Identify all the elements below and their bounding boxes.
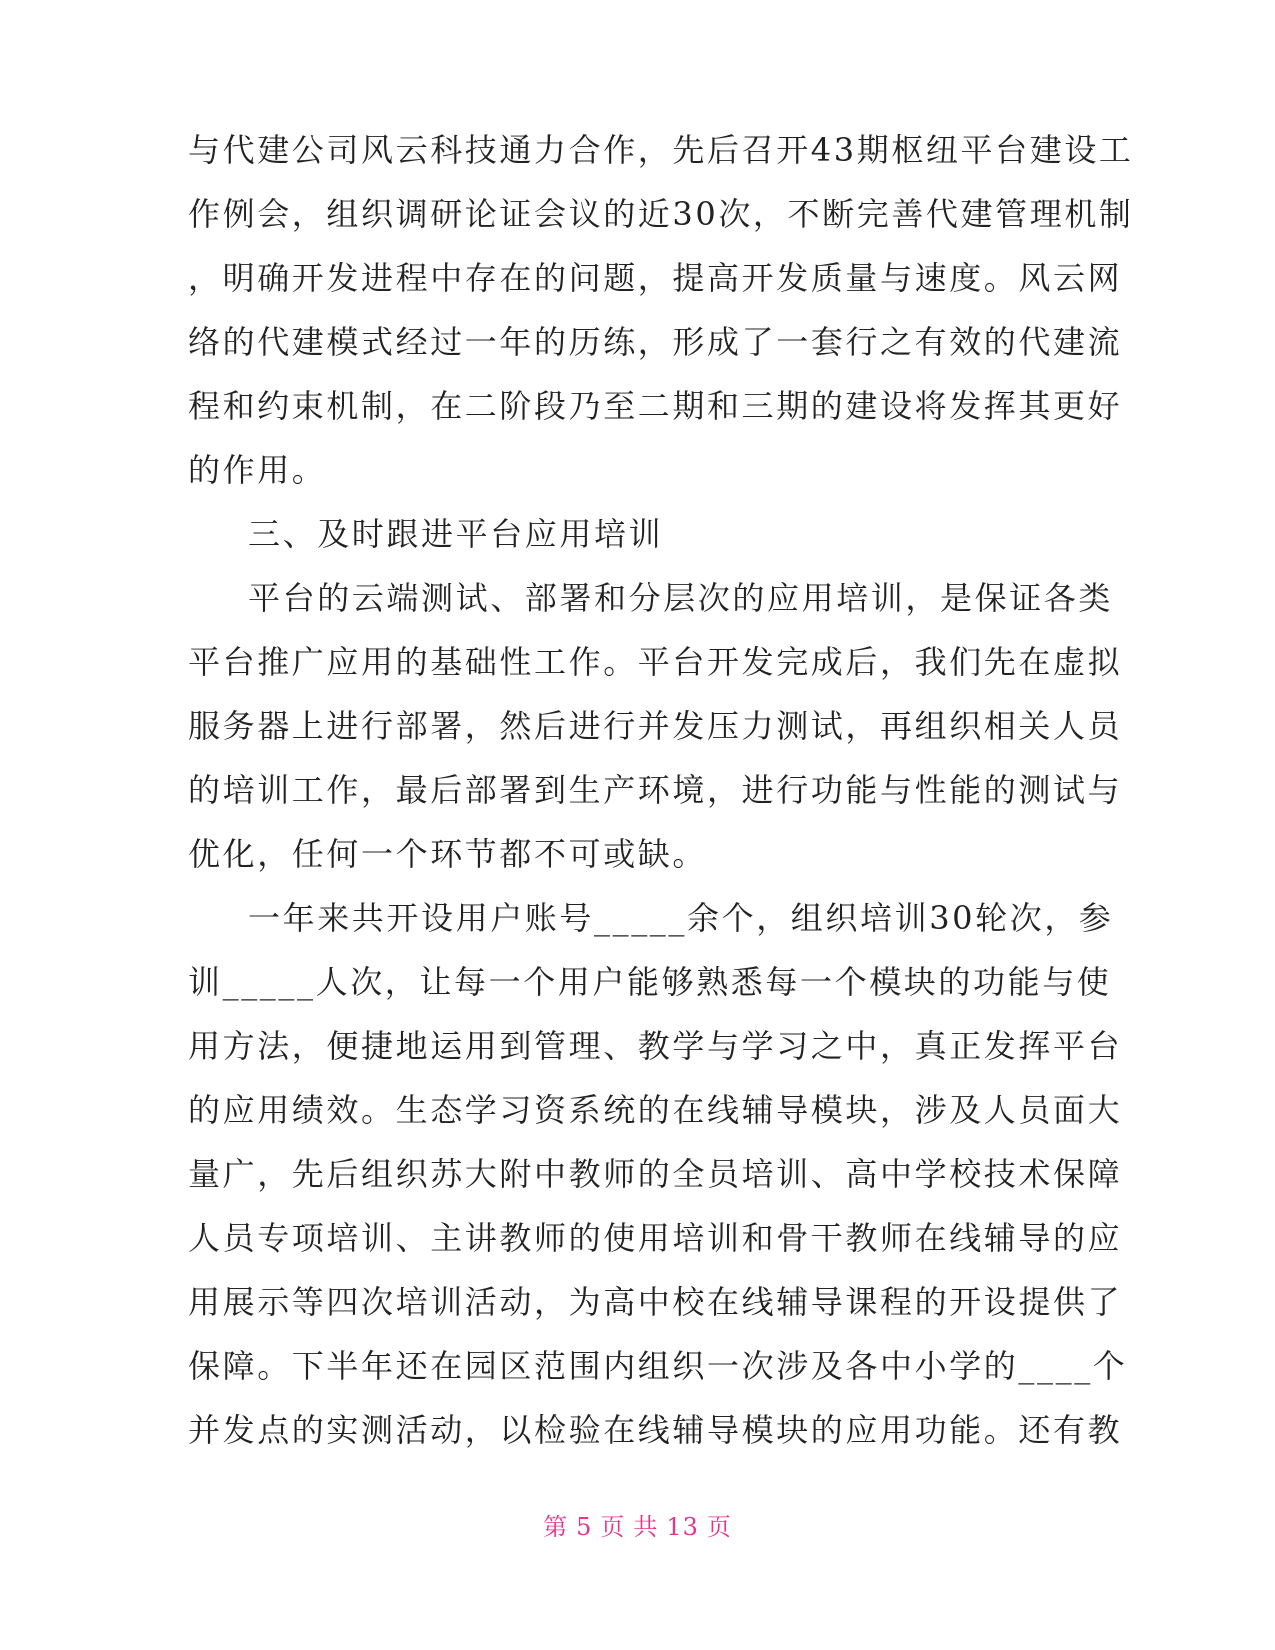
text-line: 一年来共开设用户账号_____余个，组织培训30轮次，参: [248, 899, 1114, 937]
footer-prefix: 第: [543, 1513, 569, 1541]
text-line: 的应用绩效。生态学习资系统的在线辅导模块，涉及人员面大: [188, 1091, 1123, 1129]
text-line: 程和约束机制，在二阶段乃至二期和三期的建设将发挥其更好: [188, 387, 1123, 425]
text-line: 络的代建模式经过一年的历练，形成了一套行之有效的代建流: [188, 323, 1123, 361]
text-line: 用展示等四次培训活动，为高中校在线辅导课程的开设提供了: [188, 1283, 1123, 1321]
text-line: ，明确开发进程中存在的问题，提高开发质量与速度。风云网: [188, 259, 1123, 297]
text-line: 的培训工作，最后部署到生产环境，进行功能与性能的测试与: [188, 771, 1123, 809]
footer-total-label: 页: [706, 1513, 732, 1541]
footer-total-pages: 13: [666, 1513, 699, 1541]
text-line: 量广，先后组织苏大附中教师的全员培训、高中学校技术保障: [188, 1155, 1123, 1193]
page-footer: [0, 1512, 1275, 1542]
text-line: 训_____人次，让每一个用户能够熟悉每一个模块的功能与使: [188, 963, 1112, 1001]
text-line: 作例会，组织调研论证会议的近30次，不断完善代建管理机制: [188, 195, 1134, 233]
text-line: 优化，任何一个环节都不可或缺。: [188, 835, 708, 873]
text-line: 的作用。: [188, 451, 327, 489]
footer-page-label: 页: [600, 1513, 626, 1541]
text-line: 用方法，便捷地运用到管理、教学与学习之中，真正发挥平台: [188, 1027, 1123, 1065]
text-line: 保障。下半年还在园区范围内组织一次涉及各中小学的____个: [188, 1347, 1128, 1385]
text-line: 平台推广应用的基础性工作。平台开发完成后，我们先在虚拟: [188, 643, 1123, 681]
footer-total-prefix: 共: [633, 1513, 659, 1541]
footer-current-page: 5: [576, 1513, 593, 1541]
text-line: 与代建公司风云科技通力合作，先后召开43期枢纽平台建设工: [188, 131, 1134, 169]
section-heading: 三、及时跟进平台应用培训: [248, 515, 664, 553]
text-line: 人员专项培训、主讲教师的使用培训和骨干教师在线辅导的应: [188, 1219, 1123, 1257]
text-line: 平台的云端测试、部署和分层次的应用培训，是保证各类: [248, 579, 1114, 617]
text-line: 并发点的实测活动，以检验在线辅导模块的应用功能。还有教: [188, 1411, 1123, 1449]
text-line: 服务器上进行部署，然后进行并发压力测试，再组织相关人员: [188, 707, 1123, 745]
